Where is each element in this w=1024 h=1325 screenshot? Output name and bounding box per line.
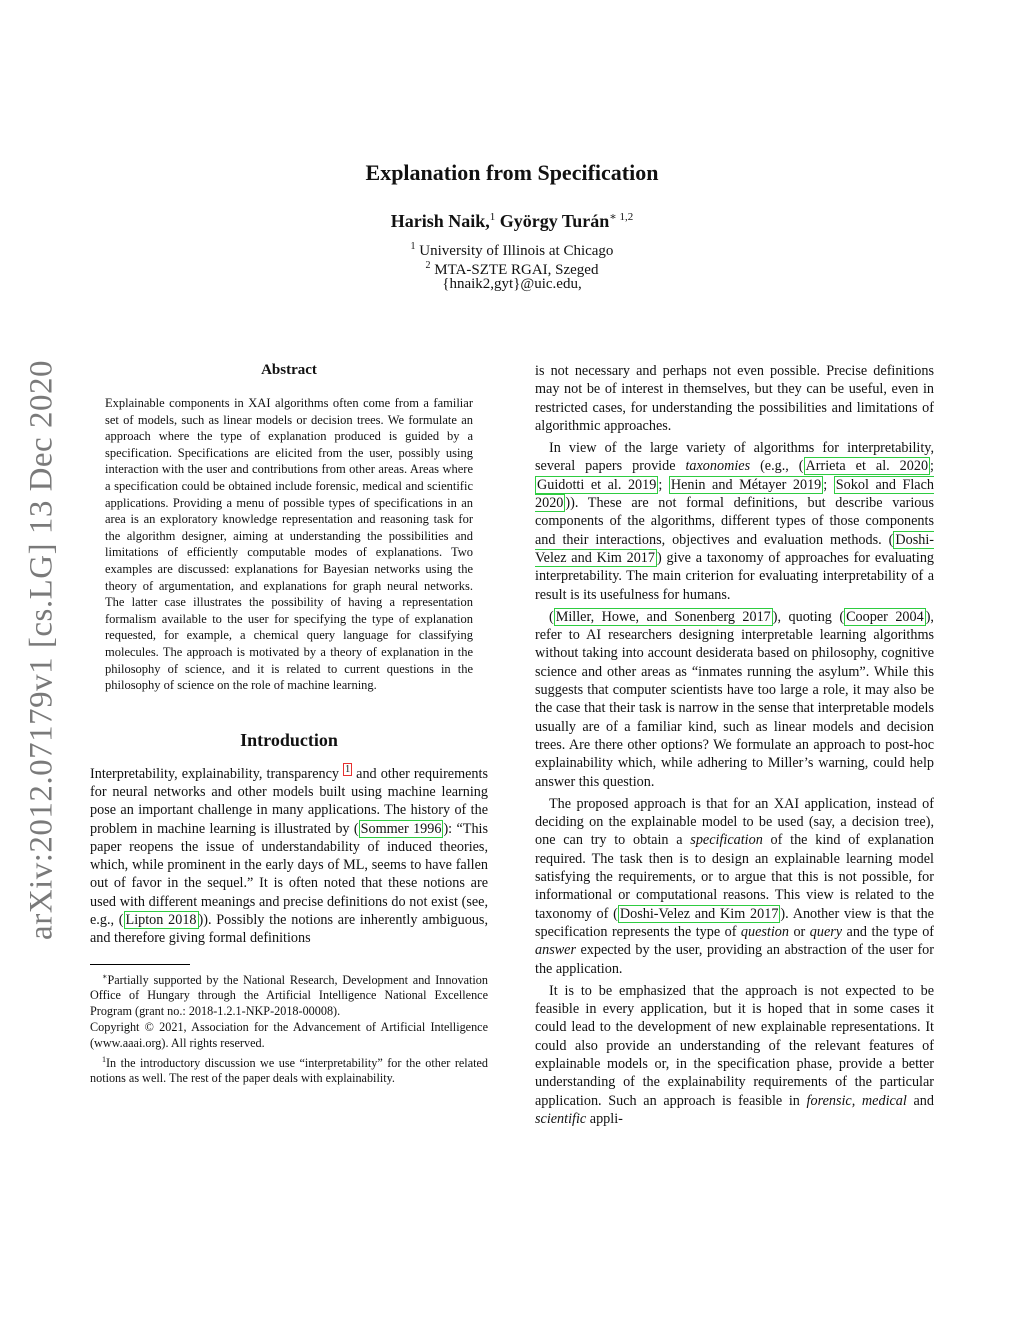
author-naik: Harish Naik, [390, 211, 490, 231]
author-naik-affil: 1 [489, 211, 496, 223]
copyright-notice: Copyright © 2021, Association for the Advancement of Artificial Intelligence (www.aaai.org). All rights reserved. [90, 1020, 488, 1050]
citation-sokol-2020[interactable]: Sokol and Flach 2020 [535, 476, 934, 512]
right-paragraph-4: The proposed approach is that for an XAI application, instead of deciding on the explainable model to be used (say, a decision tree), one can try to obtain a specification of the kind of explanation required. The task then is to design an explainable learning model satisfying the requirements, or to argue that this is not possible, for informational or computational reasons. This view is related to the taxonomy of ( Doshi-Velez and Kim 2017 ). Another view is that the specification represents the type of question or query and the type of answer expected by the user, providing an abstraction of the user for the application. [535, 795, 935, 977]
right-paragraph-3: ( Miller, Howe, and Sonenberg 2017 ), quoting ( Cooper 2004 ), refer to AI researchers designing interpretable learning algorithms without taking into account desiderata based on philosophy, cognitive science and other areas as “inmates running the asylum”. While this suggests that computer scientists have too large a role, it may also be the case that their task is narrow in the sense that interpretable models usually are of a familiar kind, such as linear models and decision trees. Are there other options? We formulate an approach to post-hoc explainability which, while adhering to Miller’s warning, could help answer this question. [535, 608, 934, 790]
author-line [0, 210, 1024, 232]
paper-title: Explanation from Specification [365, 160, 659, 185]
footnote-1: $^1$In the introductory discussion we use “interpretability” for the other related notions as well. The rest of the paper deals with explainability. [90, 1054, 488, 1086]
abstract-heading: Abstract [261, 362, 317, 378]
citation-miller-2017[interactable]: Miller, Howe, and Sonenberg 2017 [555, 608, 771, 625]
citation-lipton-2018[interactable]: Lipton 2018 [125, 912, 197, 929]
footnote-funding: ∗Partially supported by the National Research, Development and Innovation Office of Hungary through the Artificial Intelligence National Excellence Program (grant no.: 2018-1.2.1-NKP-2018-00008). [90, 971, 488, 1019]
affiliation-2-text: MTA-SZTE RGAI, Szeged [434, 262, 599, 278]
footnote-1-link[interactable]: 1 [345, 763, 351, 775]
right-column [535, 362, 934, 1128]
footnote-rule [90, 964, 190, 965]
author-emails: {hnaik2,gyt}@uic.edu, [442, 276, 582, 292]
citation-doshi-velez-2017[interactable]: Doshi-Velez and Kim 2017 [535, 531, 934, 566]
left-column [90, 362, 488, 1087]
introduction-heading: Introduction [240, 729, 338, 750]
affiliation-1-number: 1 [410, 241, 416, 252]
citation-guidotti-2019[interactable]: Guidotti et al. 2019 [537, 476, 657, 493]
author-turan-affil: ∗ 1,2 [609, 211, 634, 223]
citation-henin-2019[interactable]: Henin and Métayer 2019 [670, 476, 822, 493]
intro-paragraph-1: Interpretability, explainability, transparency $^1$ and other requirements for neural networks and other models built using machine learning pose an important challenge in many applications. The history of the problem in machine learning is illustrated by ( Sommer 1996 ): “This paper reopens the issue of understandability of induced theories, which, while prominent in the early days of ML, seems to have fallen out of favor in the sequel.” It is often noted that these notions are used with different meanings and precise definitions do not exist (see, e.g., ( Lipton 2018 )). Possibly the notions are inherently ambiguous, and therefore giving formal definitions [90, 763, 489, 947]
abstract-text: Explainable components in XAI algorithms often come from a familiar set of models, such as linear models or decision trees. We formulate an approach where the type of explanation produced is guided by a specification. Specifications are elicited from the user, possibly using interaction with the user and contributions from other areas. Areas where a specification could be obtained include forensic, medical and scientific applications. Providing a menu of possible types of specifications in an area is an exploratory knowledge representation and reasoning task for the algorithm designer, aiming at understanding the possibilities and limitations of efficiently computable modes of explanations. Two examples are discussed: explanations for Bayesian networks using the theory of argumentation, and explanations for graph neural networks. The latter case illustrates the possibility of having a representation formalism available to the user for specifying the type of explanation requested, for example, a chemical query language for classifying molecules. The approach is motivated by a theory of explanation in the philosophy of science, and it is related to current questions in the philosophy of science on the role of machine learning. [105, 396, 473, 693]
affiliation-1-text: University of Illinois at Chicago [419, 243, 614, 259]
right-paragraph-5: It is to be emphasized that the approach is not expected to be feasible in every application, but it is hoped that in some cases it could lead to the development of new explainable representations. It could also provide an understanding of the relevant features of explainable models or, in the specification phase, provide a better understanding of the explainability requirements of the particular application. Such an approach is feasible in forensic, medical and scientific appli- [535, 982, 934, 1127]
right-paragraph-2: In view of the large variety of algorithms for interpretability, several papers provide taxonomies (e.g., ( Arrieta et al. 2020 ; Guidotti et al. 2019 ; Henin and Métayer 2019 ; Sokol and Flach 2020 )). These are not formal definitions, but describe various components of the algorithms, different types of those components and their interactions, objectives and evaluation methods. ( Doshi-Velez and Kim 2017 ) give a taxonomy of approaches for evaluating interpretability. The main criterion for evaluating interpretability of a result is its usefulness for humans. [535, 440, 935, 603]
arxiv-identifier: arXiv:2012.07179v1 [cs.LG] 13 Dec 2020 [23, 360, 60, 940]
citation-sommer-1996[interactable]: Sommer 1996 [360, 820, 442, 837]
citation-arrieta-2020[interactable]: Arrieta et al. 2020 [805, 458, 929, 475]
affiliation-2-number: 2 [425, 260, 431, 271]
citation-cooper-2004[interactable]: Cooper 2004 [846, 608, 924, 625]
citation-doshi-velez-2017-b[interactable]: Doshi-Velez and Kim 2017 [619, 905, 779, 922]
arxiv-side-stamp [0, 0, 80, 1325]
right-paragraph-1: is not necessary and perhaps not even possible. Precise definitions may not be of interest in themselves, but they can be useful, even in restricted cases, for understanding the possibilities and limitations of algorithmic approaches. [535, 363, 934, 434]
author-turan: György Turán [499, 211, 610, 231]
